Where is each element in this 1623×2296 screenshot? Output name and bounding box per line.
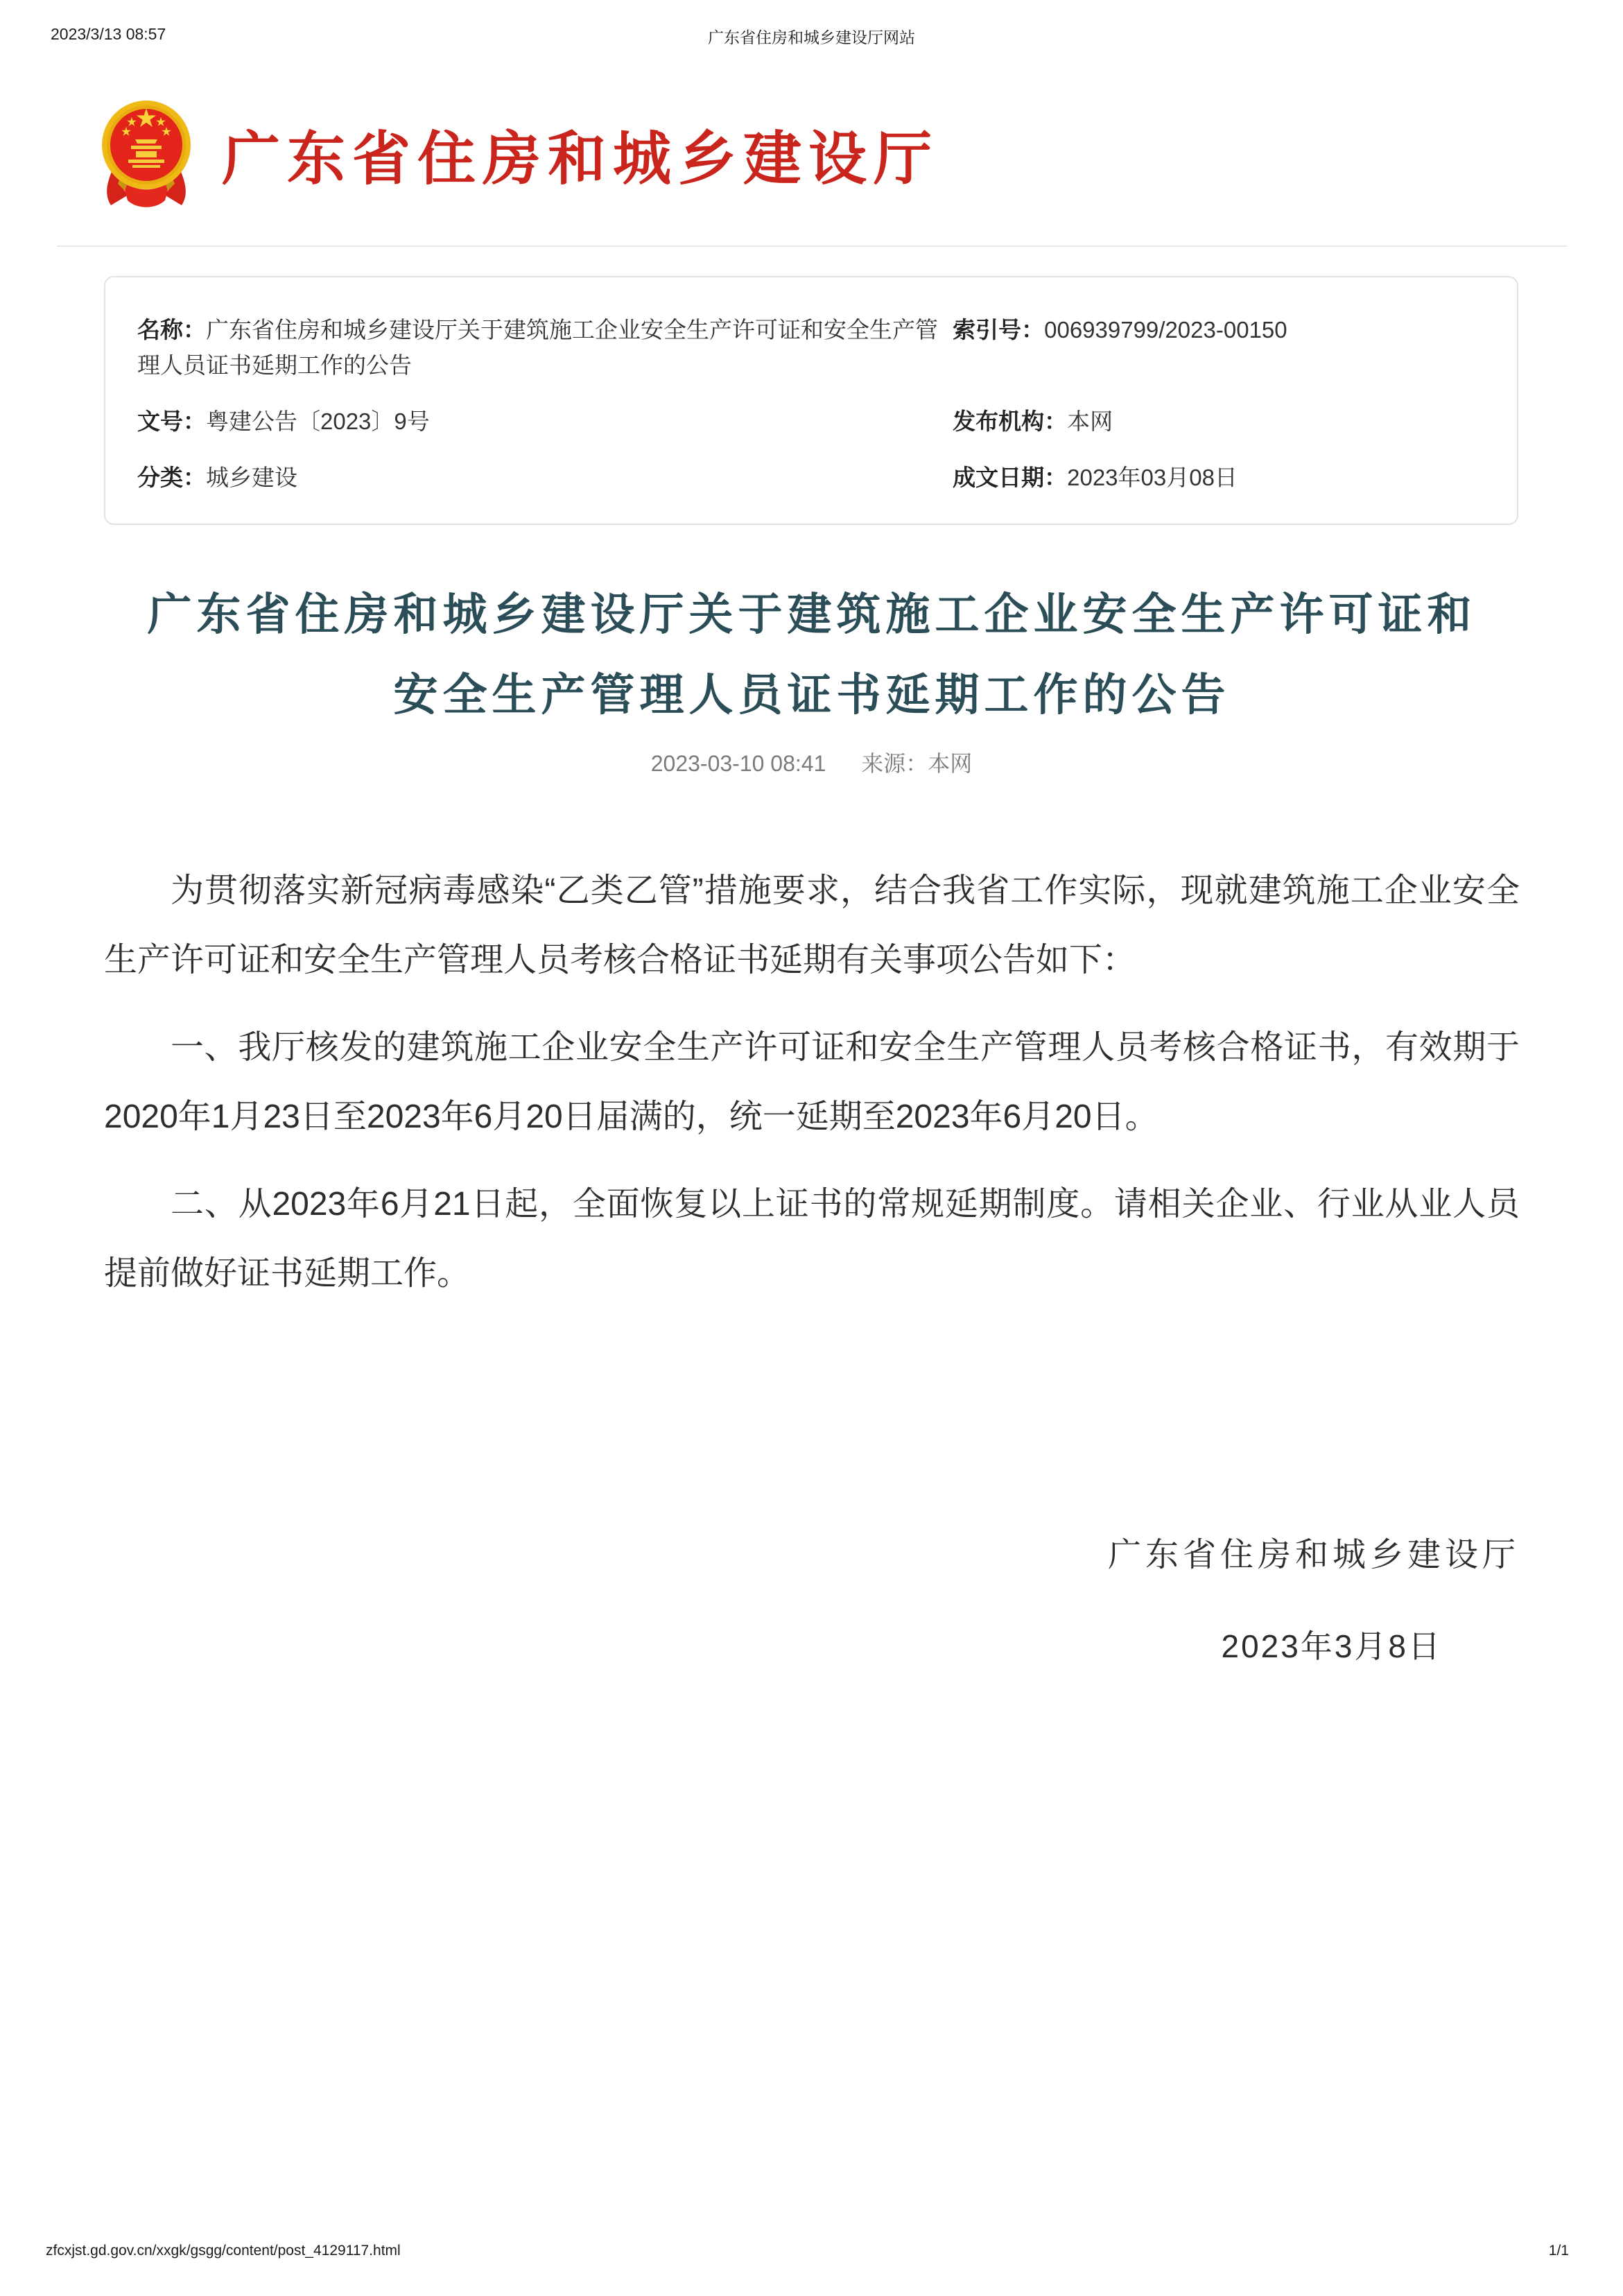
info-field-index-number	[953, 312, 1485, 347]
print-header	[51, 25, 1572, 47]
article-paragraph: 为贯彻落实新冠病毒感染“乙类乙管”措施要求，结合我省工作实际，现就建筑施工企业安全生产许可证和安全生产管理人员考核合格证书延期有关事项公告如下：	[104, 872, 1520, 978]
article-title-line1: 广东省住房和城乡建设厅关于建筑施工企业安全生产许可证和	[147, 589, 1477, 639]
info-value-document-number: 粤建公告〔2023〕9号	[206, 408, 430, 435]
article-title	[104, 574, 1520, 735]
article-source: 来源：本网	[861, 751, 973, 776]
info-label-name: 名称：	[137, 317, 206, 343]
info-label-index-number: 索引号：	[953, 317, 1045, 343]
signature-agency: 广东省住房和城乡建设厅	[1107, 1537, 1520, 1573]
print-footer	[46, 2243, 1569, 2265]
info-field-category	[137, 460, 953, 495]
agency-name: 广东省住房和城乡建设厅	[222, 126, 939, 191]
info-field-document-number	[137, 404, 953, 439]
signature-date: 2023年3月8日	[1221, 1628, 1442, 1664]
print-timestamp: 2023/3/13 08:57	[51, 25, 166, 43]
print-page-indicator: 1/1	[1548, 2243, 1569, 2259]
info-label-issue-date: 成文日期：	[953, 465, 1068, 491]
info-field-name	[137, 312, 953, 383]
info-field-publisher	[953, 404, 1485, 439]
publish-datetime: 2023-03-10 08:41	[650, 751, 826, 776]
document-info-box	[104, 276, 1518, 525]
article-meta	[0, 746, 1623, 778]
info-label-document-number: 文号：	[137, 408, 206, 435]
article-body	[104, 856, 1520, 1327]
info-label-publisher: 发布机构：	[953, 408, 1068, 435]
info-grid	[137, 312, 1485, 496]
info-value-publisher: 本网	[1067, 408, 1113, 435]
article-paragraph: 二、从2023年6月21日起，全面恢复以上证书的常规延期制度。请相关企业、行业从业人员提前做好证书延期工作。	[104, 1186, 1520, 1292]
info-value-category: 城乡建设	[206, 465, 297, 491]
info-label-category: 分类：	[137, 465, 206, 491]
info-value-issue-date: 2023年03月08日	[1067, 465, 1238, 491]
banner-divider	[57, 245, 1567, 247]
site-banner	[97, 98, 939, 209]
article-paragraph: 一、我厅核发的建筑施工企业安全生产许可证和安全生产管理人员考核合格证书，有效期于2020年1月23日至2023年6月20日届满的，统一延期至2023年6月20日。	[104, 1029, 1520, 1135]
print-url: zfcxjst.gd.gov.cn/xxgk/gsgg/content/post_4129117.html	[46, 2243, 401, 2259]
national-emblem-icon	[97, 99, 196, 209]
info-value-index-number: 006939799/2023-00150	[1044, 317, 1287, 343]
print-site-title: 广东省住房和城乡建设厅网站	[708, 28, 915, 46]
info-field-issue-date	[953, 460, 1485, 495]
info-value-name: 广东省住房和城乡建设厅关于建筑施工企业安全生产许可证和安全生产管理人员证书延期工作的公告	[137, 317, 938, 379]
article-title-line2: 安全生产管理人员证书延期工作的公告	[393, 670, 1231, 720]
